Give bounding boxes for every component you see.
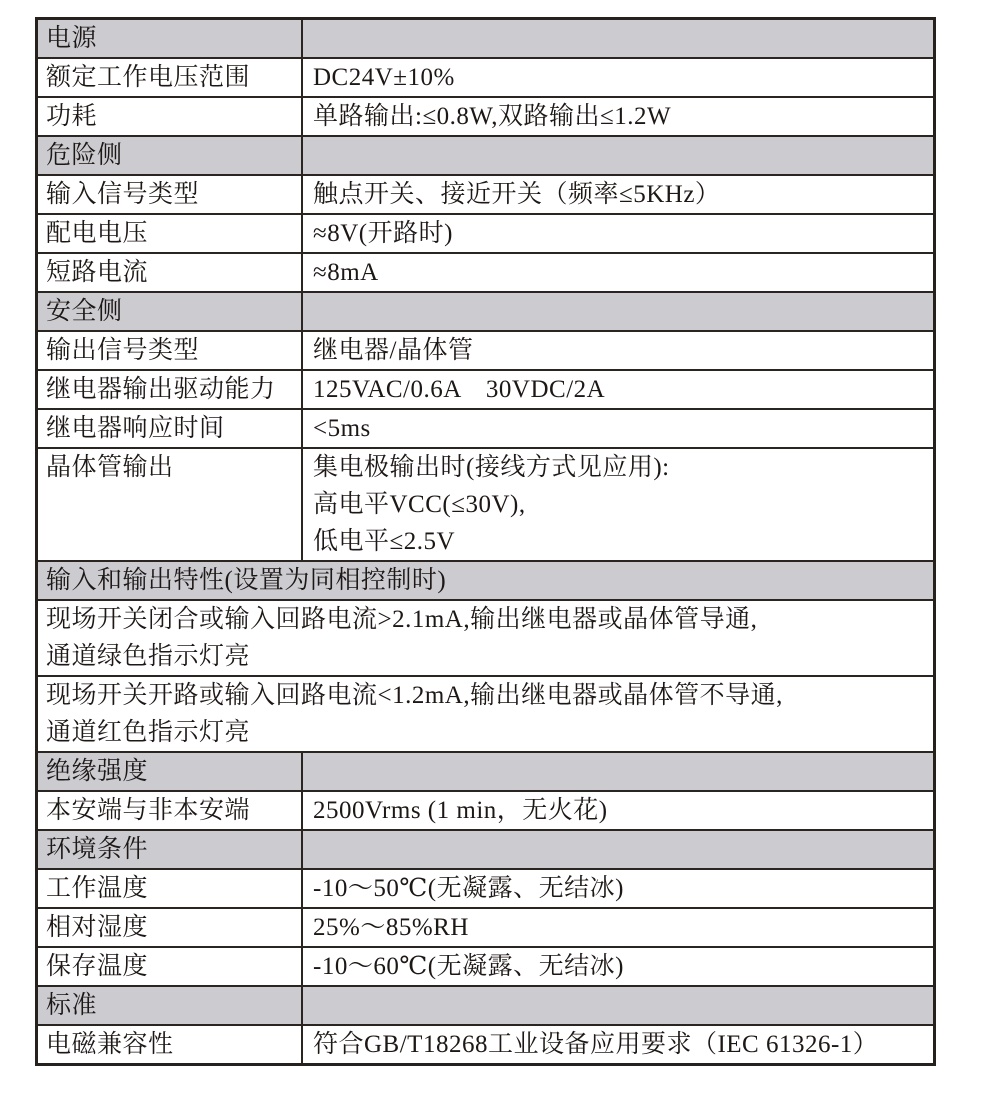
spec-value-cell bbox=[303, 254, 933, 291]
text-line: 电源 bbox=[46, 25, 98, 52]
text-line: 本安端与非本安端 bbox=[46, 797, 251, 824]
text-line: 功耗 bbox=[46, 103, 98, 130]
spec-note-cell bbox=[38, 601, 933, 675]
section-title-cell bbox=[38, 20, 303, 57]
text-line: 工作温度 bbox=[46, 875, 149, 902]
text-line: 低电平≤2.5V bbox=[313, 528, 456, 555]
text-line: 单路输出:≤0.8W,双路输出≤1.2W bbox=[313, 103, 672, 130]
spec-label-cell bbox=[38, 1026, 303, 1063]
text-line: 标准 bbox=[46, 992, 98, 1019]
spec-value-cell bbox=[303, 831, 933, 868]
spec-value-cell bbox=[303, 293, 933, 330]
spec-label-cell bbox=[38, 332, 303, 369]
spec-row bbox=[38, 946, 933, 985]
spec-value-cell bbox=[303, 98, 933, 135]
section-title-cell bbox=[38, 831, 303, 868]
spec-row bbox=[38, 790, 933, 829]
text-line: 25%～85%RH bbox=[313, 914, 469, 941]
spec-value-cell bbox=[303, 948, 933, 985]
text-line: 额定工作电压范围 bbox=[46, 64, 251, 91]
spec-row bbox=[38, 174, 933, 213]
text-line: 相对湿度 bbox=[46, 914, 149, 941]
spec-row bbox=[38, 599, 933, 675]
text-line: 环境条件 bbox=[46, 836, 149, 863]
section-title-cell-full bbox=[38, 562, 933, 599]
text-line: DC24V±10% bbox=[313, 64, 455, 91]
section-title-cell bbox=[38, 753, 303, 790]
spec-value-cell bbox=[303, 176, 933, 213]
text-line: 触点开关、接近开关（频率≤5KHz） bbox=[313, 181, 721, 208]
text-line: 晶体管输出 bbox=[46, 454, 174, 481]
spec-label-cell bbox=[38, 792, 303, 829]
section-header-row bbox=[38, 829, 933, 868]
spec-label-cell bbox=[38, 371, 303, 408]
text-line: -10～50℃(无凝露、无结冰) bbox=[313, 875, 624, 902]
section-title-cell bbox=[38, 137, 303, 174]
section-header-row bbox=[38, 20, 933, 57]
section-header-row bbox=[38, 985, 933, 1024]
text-line: 输出信号类型 bbox=[46, 337, 200, 364]
section-title-cell bbox=[38, 293, 303, 330]
spec-value-cell bbox=[303, 449, 933, 560]
spec-value-cell bbox=[303, 59, 933, 96]
spec-label-cell bbox=[38, 215, 303, 252]
text-line: 配电电压 bbox=[46, 220, 149, 247]
text-line: 符合GB/T18268工业设备应用要求（IEC 61326-1） bbox=[313, 1031, 879, 1058]
spec-row bbox=[38, 96, 933, 135]
text-line: <5ms bbox=[313, 415, 371, 442]
spec-row bbox=[38, 57, 933, 96]
text-line: 现场开关开路或输入回路电流<1.2mA,输出继电器或晶体管不导通, bbox=[46, 682, 783, 709]
spec-row bbox=[38, 408, 933, 447]
text-line: 短路电流 bbox=[46, 259, 149, 286]
text-line: 2500Vrms (1 min，无火花) bbox=[313, 797, 608, 824]
spec-value-cell bbox=[303, 410, 933, 447]
spec-label-cell bbox=[38, 98, 303, 135]
text-line: ≈8mA bbox=[313, 259, 379, 286]
spec-value-cell bbox=[303, 215, 933, 252]
text-line: 危险侧 bbox=[46, 142, 123, 169]
spec-value-cell bbox=[303, 987, 933, 1024]
spec-row bbox=[38, 330, 933, 369]
section-header-row bbox=[38, 291, 933, 330]
spec-label-cell bbox=[38, 176, 303, 213]
section-title-cell bbox=[38, 987, 303, 1024]
text-line: -10～60℃(无凝露、无结冰) bbox=[313, 953, 624, 980]
spec-label-cell bbox=[38, 254, 303, 291]
spec-note-cell bbox=[38, 677, 933, 751]
text-line: 125VAC/0.6A 30VDC/2A bbox=[313, 376, 606, 403]
text-line: 安全侧 bbox=[46, 298, 123, 325]
spec-label-cell bbox=[38, 449, 303, 560]
spec-row bbox=[38, 1024, 933, 1063]
spec-row bbox=[38, 447, 933, 560]
spec-value-cell bbox=[303, 909, 933, 946]
text-line: 高电平VCC(≤30V), bbox=[313, 491, 526, 518]
section-header-row bbox=[38, 135, 933, 174]
spec-value-cell bbox=[303, 137, 933, 174]
spec-label-cell bbox=[38, 59, 303, 96]
spec-label-cell bbox=[38, 410, 303, 447]
text-line: 输入和输出特性(设置为同相控制时) bbox=[46, 567, 447, 594]
spec-row bbox=[38, 675, 933, 751]
spec-label-cell bbox=[38, 870, 303, 907]
spec-value-cell bbox=[303, 371, 933, 408]
text-line: 输入信号类型 bbox=[46, 181, 200, 208]
spec-value-cell bbox=[303, 792, 933, 829]
section-header-row bbox=[38, 751, 933, 790]
text-line: 通道红色指示灯亮 bbox=[46, 719, 251, 746]
spec-label-cell bbox=[38, 909, 303, 946]
spec-row bbox=[38, 369, 933, 408]
text-line: 绝缘强度 bbox=[46, 758, 149, 785]
text-line: 通道绿色指示灯亮 bbox=[46, 643, 251, 670]
text-line: 集电极输出时(接线方式见应用): bbox=[313, 454, 670, 481]
spec-value-cell bbox=[303, 753, 933, 790]
spec-value-cell bbox=[303, 332, 933, 369]
spec-value-cell bbox=[303, 870, 933, 907]
spec-row bbox=[38, 907, 933, 946]
text-line: 保存温度 bbox=[46, 953, 149, 980]
text-line: 继电器响应时间 bbox=[46, 415, 225, 442]
section-header-row bbox=[38, 560, 933, 599]
spec-row bbox=[38, 252, 933, 291]
spec-value-cell bbox=[303, 1026, 933, 1063]
text-line: 继电器/晶体管 bbox=[313, 337, 474, 364]
spec-value-cell bbox=[303, 20, 933, 57]
text-line: ≈8V(开路时) bbox=[313, 220, 453, 247]
spec-row bbox=[38, 213, 933, 252]
spec-table bbox=[35, 17, 936, 1066]
spec-row bbox=[38, 868, 933, 907]
spec-label-cell bbox=[38, 948, 303, 985]
text-line: 电磁兼容性 bbox=[46, 1031, 174, 1058]
text-line: 继电器输出驱动能力 bbox=[46, 376, 276, 403]
text-line: 现场开关闭合或输入回路电流>2.1mA,输出继电器或晶体管导通, bbox=[46, 606, 758, 633]
